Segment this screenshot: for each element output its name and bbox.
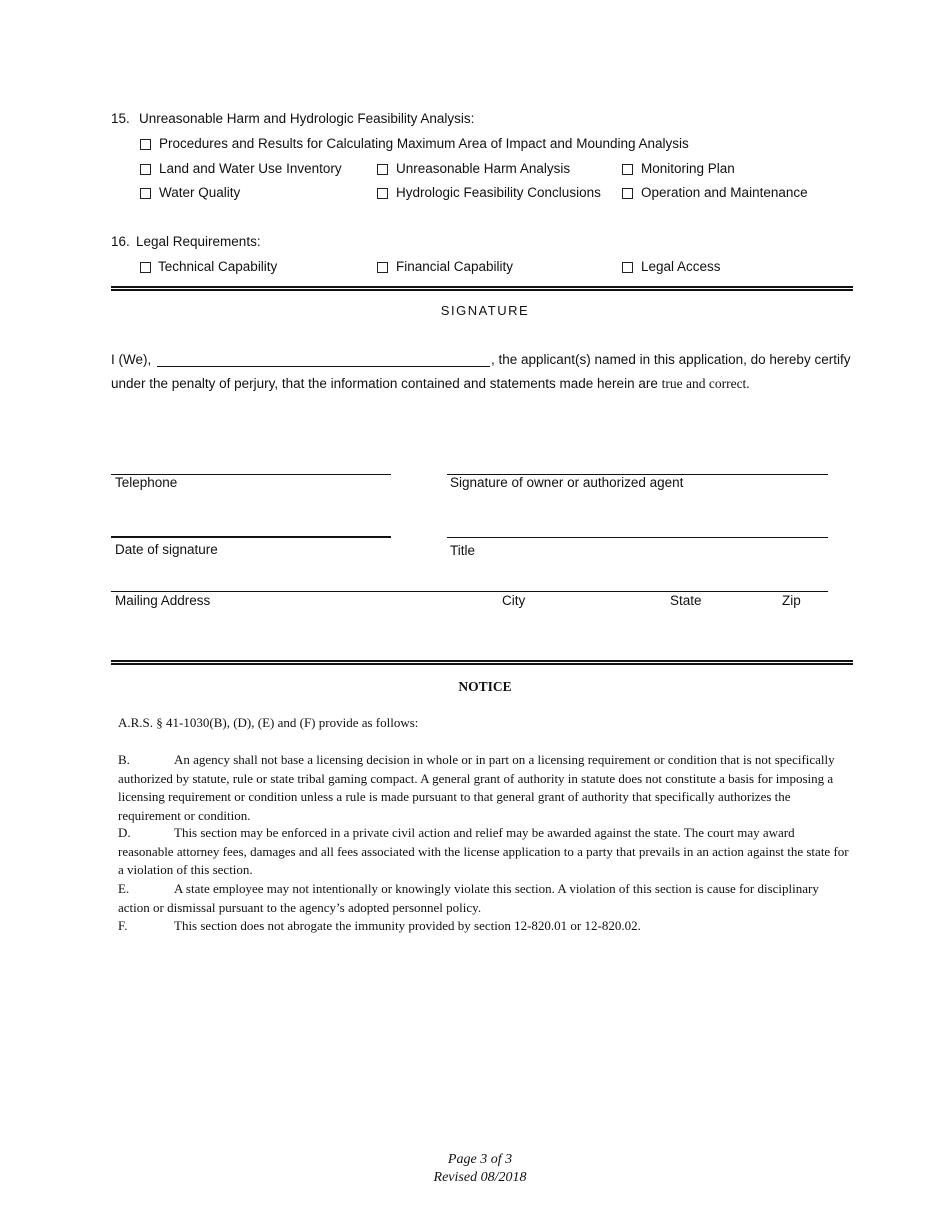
signature-heading: SIGNATURE (440, 303, 530, 318)
checkbox-unreasonable-harm[interactable] (377, 164, 388, 175)
city-label: City (502, 593, 526, 608)
telephone-label: Telephone (115, 475, 178, 490)
mailing-address-field[interactable] (111, 591, 828, 592)
paragraph-text: This section may be enforced in a private civil action and relief may be awarded against the state. The court may award reasonable attorney fees, damages and all fees associated with the license application to a party that prevails in an action against the state for a violation of this section. (118, 825, 849, 877)
checkbox-monitoring-plan[interactable] (622, 164, 633, 175)
checkbox-label-max-area-impact: Procedures and Results for Calculating Maximum Area of Impact and Mounding Analysis (159, 136, 689, 151)
checkbox-label-water-quality: Water Quality (159, 185, 241, 200)
notice-paragraph-d (118, 824, 853, 880)
paragraph-text: A state employee may not intentionally or knowingly violate this section. A violation of this section is cause for disciplinary action or dismissal pursuant to the agency’s adopted personnel policy. (118, 881, 819, 915)
certify-statement: under the penalty of perjury, that the information contained and statements made herein are (111, 376, 658, 391)
notice-divider (111, 660, 853, 665)
checkbox-hydrologic-feasibility[interactable] (377, 188, 388, 199)
checkbox-label-operation-maintenance: Operation and Maintenance (641, 185, 808, 200)
notice-paragraph-b (118, 751, 853, 825)
notice-paragraph-e (118, 880, 853, 917)
certify-line2 (111, 376, 750, 392)
checkbox-label-monitoring-plan: Monitoring Plan (641, 161, 735, 176)
section-15-title: Unreasonable Harm and Hydrologic Feasibility Analysis: (139, 111, 475, 126)
state-label: State (670, 593, 702, 608)
paragraph-tag: D. (118, 825, 131, 840)
notice-paragraph-f (118, 917, 853, 936)
paragraph-text: An agency shall not base a licensing decision in whole or in part on a licensing requirement or condition that is not specifically authorized by statute, rule or state tribal gaming compact. A general grant of authority in statute does not constitute a basis for imposing a licensing requirement or condition unless a rule is made pursuant to that general grant of authority that specifically authorizes the requirement or condition. (118, 752, 835, 823)
notice-heading: NOTICE (458, 679, 512, 694)
certify-suffix: , the applicant(s) named in this application, do hereby certify (491, 352, 851, 367)
checkbox-label-land-water-use: Land and Water Use Inventory (159, 161, 342, 176)
section-16-number: 16. (111, 234, 130, 249)
checkbox-operation-maintenance[interactable] (622, 188, 633, 199)
signature-label: Signature of owner or authorized agent (450, 475, 684, 490)
revised-date: Revised 08/2018 (433, 1170, 527, 1185)
paragraph-tag: F. (118, 918, 128, 933)
page-number: Page 3 of 3 (447, 1152, 513, 1167)
checkbox-label-hydrologic-feasibility: Hydrologic Feasibility Conclusions (396, 185, 601, 200)
section-divider (111, 286, 853, 291)
paragraph-tag: E. (118, 881, 130, 896)
checkbox-water-quality[interactable] (140, 188, 151, 199)
date-of-signature-label: Date of signature (115, 542, 218, 557)
notice-intro: A.R.S. § 41-1030(B), (D), (E) and (F) provide as follows: (118, 715, 419, 730)
title-label: Title (450, 543, 476, 558)
paragraph-text: This section does not abrogate the immunity provided by section 12-820.01 or 12-820.02. (174, 918, 641, 933)
checkbox-land-water-use[interactable] (140, 164, 151, 175)
zip-label: Zip (782, 593, 801, 608)
paragraph-tag: B. (118, 752, 130, 767)
certify-statement-tail: true and correct. (661, 376, 750, 391)
checkbox-label-technical-capability: Technical Capability (158, 259, 278, 274)
applicant-name-field[interactable] (157, 366, 490, 367)
title-field[interactable] (447, 537, 828, 538)
section-15-number: 15. (111, 111, 130, 126)
checkbox-max-area-impact[interactable] (140, 139, 151, 150)
checkbox-label-legal-access: Legal Access (641, 259, 721, 274)
checkbox-label-unreasonable-harm: Unreasonable Harm Analysis (396, 161, 571, 176)
checkbox-label-financial-capability: Financial Capability (396, 259, 514, 274)
checkbox-financial-capability[interactable] (377, 262, 388, 273)
checkbox-legal-access[interactable] (622, 262, 633, 273)
certify-prefix: I (We), (111, 352, 152, 367)
mailing-address-label: Mailing Address (115, 593, 211, 608)
checkbox-technical-capability[interactable] (140, 262, 151, 273)
section-16-title: Legal Requirements: (136, 234, 261, 249)
date-of-signature-field[interactable] (111, 536, 391, 538)
